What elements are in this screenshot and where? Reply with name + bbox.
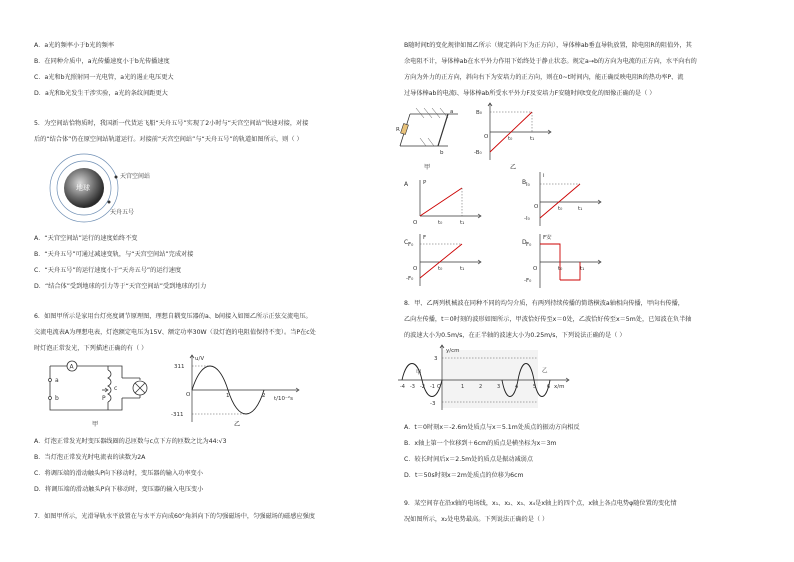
- q4-option-d: D．a光和b光发生干涉实验，a光的条纹间距更大: [34, 90, 168, 97]
- b-t0: t₀: [558, 206, 563, 212]
- b-origin: O: [534, 204, 539, 210]
- x-tick: -2: [420, 384, 425, 390]
- a-t0: t₀: [438, 220, 443, 226]
- opt-c-label: C: [404, 239, 409, 246]
- q7-bt-chart: [474, 102, 554, 164]
- q7-fig-jia-caption: 甲: [424, 164, 431, 171]
- label-t1: t₁: [530, 136, 535, 142]
- slider-p-label: P: [102, 395, 106, 402]
- q6-option-a: A．灯泡正常发光时变压器线圈的总匝数与c点下方的匝数之比为44:√3: [34, 438, 227, 445]
- left-column: [20, 0, 390, 562]
- q6-option-c: C．将调压端的滑动触头P向下移动时，变压器的输入功率变小: [34, 470, 203, 477]
- chart-tick1: 1: [226, 393, 230, 399]
- c-neg-f0: -F₀: [406, 276, 414, 282]
- d-t0: t₀: [558, 266, 563, 272]
- q7-rails-figure: [396, 104, 466, 164]
- a-t1: t₁: [460, 220, 465, 226]
- wave-xlabel: x/m: [554, 384, 565, 390]
- label-R: R: [396, 127, 400, 133]
- station-dot: [115, 176, 118, 179]
- chart-ylabel: u/V: [195, 356, 205, 362]
- p-axis-label: P: [423, 180, 427, 186]
- i-axis-label: i: [543, 173, 545, 179]
- label-t0: t₀: [508, 136, 513, 142]
- ship-label: 天舟五号: [110, 209, 135, 216]
- x-tick: O: [437, 384, 441, 390]
- d-f0: F₀: [526, 242, 532, 248]
- opt-b-label: B: [522, 179, 527, 186]
- q7-stem-line2: B随时间t的变化规律如图乙所示（规定斜向下为正方向），导体棒ab垂直导轨放置，除电阻R的阻值外，其: [404, 42, 692, 49]
- q4-option-b: B．在同种介质中，a光传播速度小于b光传播速度: [34, 58, 170, 65]
- tap-c-label: c: [114, 385, 118, 392]
- right-column: [396, 0, 774, 562]
- q7-stem-line3: 余电阻不计，导体棒ab在水平外力作用下始终处于静止状态。规定a→b的方向为电流的正方向，水平向右的: [404, 58, 697, 65]
- q8-stem-line1: 8．甲、乙两列机械波在同种不同的均匀介质，有两列持续传播的简谐横波a轴相向传播，甲向右传播，: [404, 300, 684, 307]
- q6-fig-jia-caption: 甲: [92, 421, 99, 428]
- terminal-b-label: b: [55, 395, 59, 402]
- wave-ytop: 3: [434, 356, 438, 362]
- x-tick: 4: [515, 384, 519, 390]
- x-tick: 1: [461, 384, 465, 390]
- label-origin: O: [484, 134, 489, 140]
- f-axis-label: F: [423, 235, 427, 241]
- d-origin: O: [533, 266, 538, 272]
- q5-stem-line2: 后的“结合体”仍在原空间站轨道运行。对接前“天宫空间站”与“天舟五号”的轨道如图所示，则（ ）: [34, 136, 303, 143]
- q5-option-a: A．“天宫空间站”运行的速度始终不变: [34, 235, 138, 242]
- q5-option-b: B．“天舟五号”可通过减速变轨，与“天宫空间站”完成对接: [34, 251, 194, 258]
- x-tick: 6: [547, 384, 551, 390]
- wave-ybot: -3: [430, 401, 436, 407]
- q4-option-a: A．a光的频率小于b光的频率: [34, 42, 115, 49]
- q5-option-c: C．“天舟五号”的运行速度小于“天舟五号”的运行速度: [34, 267, 182, 274]
- ammeter-label: A: [69, 363, 74, 371]
- q4-option-c: C．a光和b光照射同一光电管，a光的遏止电压更大: [34, 74, 174, 81]
- q7-stem-line1: 7．如图甲所示，光滑导轨水平放置在与水平方向成60°角斜向下的匀强磁场中，匀强磁场的磁感应强度: [34, 513, 315, 520]
- x-tick: -4: [400, 384, 405, 390]
- q5-stem-line1: 5．为空间站恰物质时，我国新一代货运飞船“天舟五号”实现了2小时与“天宫空间站”快速对接，对接: [34, 120, 309, 127]
- ship-dot: [108, 201, 111, 204]
- q6-stem-line1: 6．如图甲所示是家用台灯亮度调节原理图，理想自耦变压器的a、b间接入如图乙所示正弦交流电压。: [34, 313, 312, 320]
- q7-stem-line4: 方向为外力的正方向，斜向右下为安培力的正方向，则在0~t时间内，能正确反映电阻R的热功率P、流: [404, 74, 684, 81]
- b-neg-i0: -I₀: [524, 216, 530, 222]
- station-label: 天宫空间站: [120, 173, 151, 180]
- chart-xlabel: t/10⁻²s: [274, 396, 293, 402]
- b-t1: t₁: [578, 206, 583, 212]
- x-tick: -1: [430, 384, 435, 390]
- q9-stem-line2: 况如图所示，x₂处电势最高。下列说法正确的是（ ）: [404, 516, 549, 523]
- coil-icon: [108, 370, 111, 402]
- label-a: a: [450, 109, 454, 115]
- fan-axis-label: F安: [543, 235, 552, 241]
- earth-label: 地球: [76, 184, 90, 192]
- q7-fig-yi-caption: 乙: [510, 164, 517, 171]
- q5-option-d: D．“结合体”受到地球的引力等于“天宫空间站”受到地球的引力: [34, 283, 207, 290]
- q7-option-d-chart: [522, 232, 604, 290]
- label-b0: B₀: [476, 110, 482, 116]
- q6-fig-yi-caption: 乙: [234, 421, 241, 428]
- q8-stem-line3: 的波速大小为0.5m/s，在正半轴的波速大小为0.25m/s，下列说法正确的是（ ）: [404, 332, 626, 339]
- c-f0: F₀: [408, 242, 414, 248]
- resistor-icon: [401, 123, 409, 134]
- chart-origin: O: [186, 392, 191, 398]
- a-origin: O: [413, 220, 418, 226]
- chart-ymax: 311: [174, 364, 185, 370]
- q7-option-b-chart: [522, 170, 604, 228]
- opt-a-label: A: [404, 181, 409, 188]
- wave-yi-label: 乙: [542, 368, 548, 374]
- opt-d-label: D: [522, 239, 527, 246]
- shaded-medium: [442, 350, 538, 408]
- c-t0: t₀: [438, 266, 443, 272]
- q8-option-a: A．t＝0时刻x＝-2.6m处质点与x＝5.1m处质点的振动方向相反: [404, 424, 580, 431]
- c-origin: O: [413, 266, 418, 272]
- q6-option-b: B．当灯泡正常发光时电流表的读数为2A: [34, 454, 146, 461]
- q7-stem-line5: 过导体棒ab的电流i、导体棒ab所受水平外力F及安培力F安随时间t变化的图像正确的是（ ）: [404, 90, 656, 97]
- chart-tick2: 2: [262, 393, 266, 399]
- wave-jia-label: 甲: [416, 370, 422, 376]
- q6-stem-line2: 交流电流表A为理想电表，灯泡额定电压为15V、额定功率30W（设灯泡的电阻值保持不变）。当P在c处: [34, 329, 316, 336]
- terminal-a-label: a: [55, 377, 59, 384]
- q8-option-c: C．较长时间后x＝2.5m处的质点是振动减弱点: [404, 456, 534, 463]
- x-tick: -3: [410, 384, 415, 390]
- q7-option-a-chart: [404, 176, 484, 226]
- chart-ymin: -311: [171, 412, 184, 418]
- q6-option-d: D．将调压端的滑动触头P向下移动时，变压器的输入电压变小: [34, 486, 204, 493]
- x-tick: 2: [479, 384, 483, 390]
- q6-voltage-chart: [168, 352, 308, 426]
- q9-stem-line1: 9．某空间存在沿x轴的电场线，x₁、x₂、x₃、x₄是x轴上的四个点，x轴上各点电势φ随位置的变化情: [404, 500, 677, 507]
- q7-option-c-chart: [404, 232, 484, 288]
- wave-ylabel: y/cm: [446, 348, 460, 354]
- q8-option-d: D．t＝50s时刻x＝2m处质点的位移为6cm: [404, 472, 524, 479]
- d-t1: t₁: [580, 266, 585, 272]
- rod-ab: [438, 114, 448, 146]
- b-i0: I₀: [526, 182, 530, 188]
- c-t1: t₁: [460, 266, 465, 272]
- label-b: b: [440, 150, 444, 156]
- q6-circuit-figure: [42, 356, 164, 420]
- d-neg-f0: -F₀: [524, 278, 532, 284]
- x-tick: 3: [497, 384, 501, 390]
- q8-option-b: B．x轴上第一个位移到＋6cm的质点是横坐标为x＝3m: [404, 440, 557, 447]
- x-tick: 5: [533, 384, 537, 390]
- q8-wave-chart: [394, 344, 574, 414]
- q5-orbit-figure: [46, 150, 156, 226]
- q8-stem-line2: 乙向左传播，t＝0时刻的波形如图所示，甲波恰好传至x＝0处，乙波恰好传至x＝5m处，已知波在负半轴: [404, 316, 692, 323]
- label-neg-b0: -B₀: [474, 150, 482, 156]
- q6-stem-line3: 时灯泡正常发光，下列描述正确的有（ ）: [34, 345, 148, 352]
